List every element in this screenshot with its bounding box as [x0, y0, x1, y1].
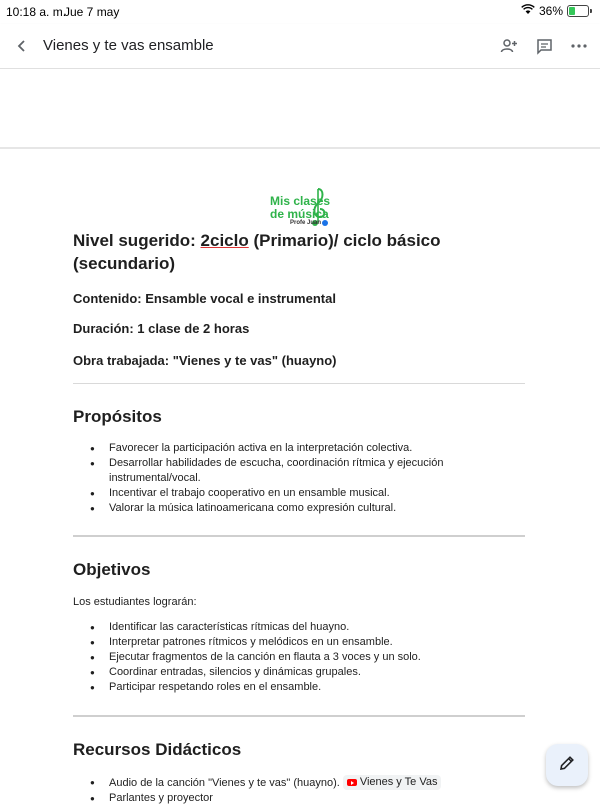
divider	[73, 535, 525, 537]
obra-line[interactable]: Obra trabajada: "Vienes y te vas" (huayno)	[73, 353, 337, 368]
app-bar	[0, 24, 600, 69]
objetivos-intro[interactable]: Los estudiantes lograrán:	[73, 596, 197, 608]
battery-cap	[590, 9, 592, 13]
status-indicators	[521, 4, 592, 18]
more-vert-icon[interactable]	[566, 33, 592, 59]
recursos-list	[73, 775, 493, 806]
list-item[interactable]: ● Desarrollar habilidades de escucha, coordinación rítmica y ejecución instrumental/vocal.	[73, 456, 473, 486]
list-item[interactable]: ● Favorecer la participación activa en la interpretación colectiva.	[73, 441, 473, 456]
status-time: 10:18 a. m.	[6, 5, 67, 19]
logo-text-line1: Mis clases	[270, 194, 331, 208]
contenido-line[interactable]: Contenido: Ensamble vocal e instrumental	[73, 291, 336, 306]
logo-text-line3: Profe Juan	[290, 220, 322, 226]
nivel-suffix: (Primario)/ ciclo básico (secundario)	[73, 231, 441, 273]
recursos-heading[interactable]: Recursos Didácticos	[73, 740, 242, 759]
logo	[262, 187, 342, 229]
nivel-prefix: Nivel sugerido:	[73, 231, 201, 250]
duracion-line[interactable]: Duración: 1 clase de 2 horas	[73, 321, 250, 336]
status-date: Jue 7 may	[64, 5, 120, 19]
youtube-icon	[347, 779, 357, 786]
battery-icon	[567, 5, 589, 17]
back-arrow-icon[interactable]	[8, 32, 36, 60]
objetivos-heading[interactable]: Objetivos	[73, 560, 151, 579]
list-item[interactable]: ● Interpretar patrones rítmicos y melódicos en un ensamble.	[73, 635, 473, 650]
logo-text-line2: de música	[270, 207, 329, 221]
document-title: Vienes y te vas ensamble	[43, 37, 214, 54]
propositos-heading[interactable]: Propósitos	[73, 407, 162, 426]
youtube-link-chip[interactable]	[343, 775, 442, 790]
list-item[interactable]: ● Identificar las características rítmicas del huayno.	[73, 620, 473, 635]
wifi-icon	[521, 4, 535, 18]
document-page	[0, 149, 600, 804]
recursos-item-text: Audio de la canción "Vienes y te vas" (huayno).	[109, 777, 340, 789]
battery-percent: 36%	[538, 4, 563, 18]
pencil-icon	[558, 754, 576, 777]
objetivos-list	[73, 620, 473, 695]
list-item[interactable]: ● Ejecutar fragmentos de la canción en flauta a 3 voces y un solo.	[73, 650, 473, 665]
list-item[interactable]: ● Parlantes y proyector	[73, 791, 493, 806]
divider	[73, 715, 525, 717]
nivel-underlined: 2ciclo	[200, 231, 249, 250]
list-item[interactable]: ● Coordinar entradas, silencios y dinámicas grupales.	[73, 665, 473, 680]
nivel-heading[interactable]	[73, 229, 533, 275]
propositos-list	[73, 441, 473, 516]
youtube-chip-label: Vienes y Te Vas	[359, 776, 438, 788]
comment-icon[interactable]	[531, 33, 557, 59]
document-top-gap	[0, 69, 600, 147]
status-bar	[0, 0, 600, 24]
list-item[interactable]: ● Incentivar el trabajo cooperativo en un ensamble musical.	[73, 486, 473, 501]
list-item[interactable]	[73, 775, 493, 791]
list-item[interactable]: ● Valorar la música latinoamericana como expresión cultural.	[73, 501, 473, 516]
edit-fab-button[interactable]	[546, 744, 588, 786]
list-item[interactable]: ● Participar respetando roles en el ensamble.	[73, 680, 473, 695]
battery-level-fill	[569, 7, 575, 15]
add-person-icon[interactable]	[496, 33, 522, 59]
divider	[73, 383, 525, 384]
